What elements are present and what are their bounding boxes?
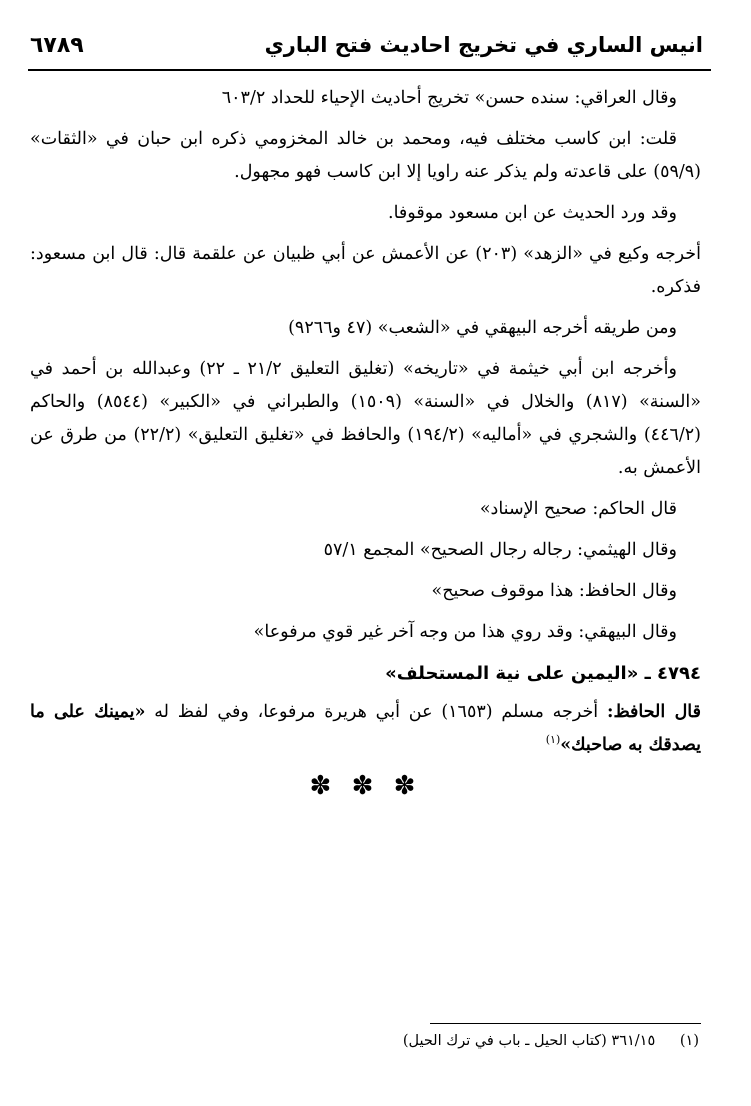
header-divider <box>28 69 711 71</box>
main-text <box>30 82 701 803</box>
paragraph-waki: أخرجه وكيع في «الزهد» (٢٠٣) عن الأعمش عن أبي ظبيان عن علقمة قال: قال ابن مسعود: فذكره. <box>30 244 701 297</box>
paragraph-hakim: قال الحاكم: صحيح الإسناد» <box>479 499 677 519</box>
running-header <box>30 22 703 68</box>
footnote-divider <box>430 1023 701 1024</box>
hadith-quote: «يمينك على ما يصدقك به صاحبك» <box>30 702 701 755</box>
paragraph-hafiz: وقال الحافظ: هذا موقوف صحيح» <box>431 581 677 601</box>
footnote <box>30 1030 699 1052</box>
paragraph-iraqi: وقال العراقي: سنده حسن» تخريج أحاديث الإحياء للحداد ٦٠٣/٢ <box>221 88 677 108</box>
paragraph-mawquf: وقد ورد الحديث عن ابن مسعود موقوفا. <box>388 203 677 223</box>
paragraph-bayhaqi-shuab: ومن طريقه أخرجه البيهقي في «الشعب» (٤٧ و٩٢٦٦) <box>288 318 677 338</box>
muslim-text: أخرجه مسلم (١٦٥٣) عن أبي هريرة مرفوعا، وفي لفظ له <box>145 702 607 722</box>
paragraph-ibn-kasib: قلت: ابن كاسب مختلف فيه، ومحمد بن خالد المخزومي ذكره ابن حبان في «الثقات» (٥٩/٩) على قاعدته ولم يذكر عنه راويا إلا ابن كاسب فهو مجهول. <box>30 129 701 182</box>
page-number: ٦٧٨٩ <box>30 32 84 58</box>
entry-heading: ٤٧٩٤ ـ «اليمين على نية المستحلف» <box>385 663 701 684</box>
paragraph-ibn-abi-khaythama: وأخرجه ابن أبي خيثمة في «تاريخه» (تغليق التعليق ٢١/٢ ـ ٢٢) وعبدالله بن أحمد في «السنة» (٨١٧) والخلال في «السنة» (١٥٠٩) والطبراني في «الكبير» (٨٥٤٤) والحاكم (٤٤٦/٢) والشجري في «أماليه» (١٩٤/٢) والحافظ في «تغليق التعليق» (٢٢/٢) من طرق عن الأعمش به. <box>30 359 701 478</box>
footnote-text: ٣٦١/١٥ (كتاب الحيل ـ باب في ترك الحيل) <box>402 1033 656 1049</box>
paragraph-muslim <box>30 696 701 762</box>
section-ornament: ✽ ✽ ✽ <box>309 771 422 801</box>
paragraph-haythami: وقال الهيثمي: رجاله رجال الصحيح» المجمع ٥٧/١ <box>323 540 677 560</box>
book-title: انيس الساري في تخريج احاديث فتح الباري <box>264 33 703 57</box>
paragraph-bayhaqi: وقال البيهقي: وقد روي هذا من وجه آخر غير قوي مرفوعا» <box>253 622 677 642</box>
hafiz-label: قال الحافظ: <box>606 702 701 722</box>
footnote-number: (١) <box>679 1033 699 1049</box>
footnote-ref: (١) <box>545 733 561 747</box>
